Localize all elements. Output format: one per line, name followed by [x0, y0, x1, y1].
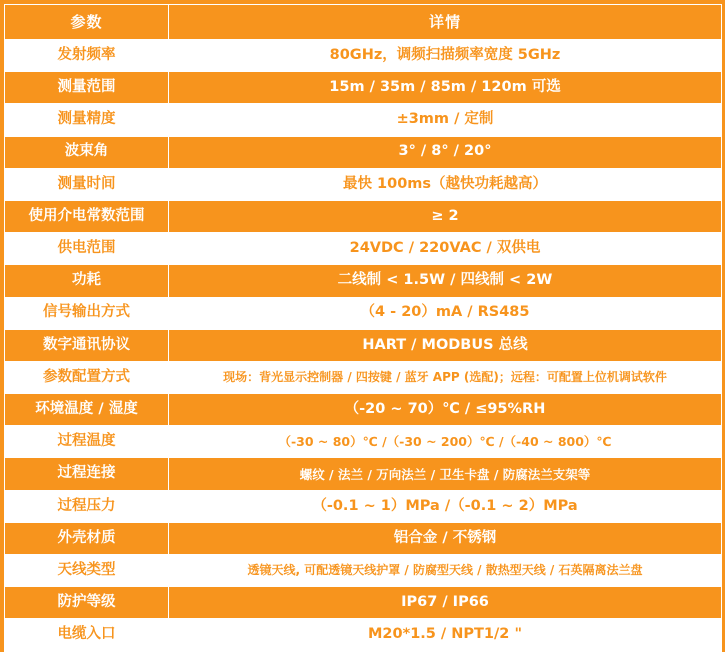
row-detail: 最快 100ms（越快功耗越高）: [169, 168, 722, 200]
row-detail: 24VDC / 220VAC / 双供电: [169, 233, 722, 265]
table-header-row: [5, 5, 722, 40]
row-param: 参数配置方式: [5, 361, 169, 393]
row-param: 使用介电常数范围: [5, 200, 169, 232]
row-detail: 铝合金 / 不锈钢: [169, 522, 722, 554]
table-row: [5, 555, 722, 587]
table-row: [5, 168, 722, 200]
table-row: [5, 297, 722, 329]
row-detail: M20*1.5 / NPT1/2 ": [169, 619, 722, 651]
row-detail: HART / MODBUS 总线: [169, 329, 722, 361]
row-param: 发射频率: [5, 40, 169, 72]
row-detail: 透镜天线, 可配透镜天线护罩 / 防腐型天线 / 散热型天线 / 石英隔离法兰盘: [169, 555, 722, 587]
row-detail: （-0.1 ~ 1）MPa /（-0.1 ~ 2）MPa: [169, 490, 722, 522]
row-detail: 80GHz，调频扫描频率宽度 5GHz: [169, 40, 722, 72]
table-row: [5, 426, 722, 458]
table-row: [5, 619, 722, 651]
row-detail: ≥ 2: [169, 200, 722, 232]
row-param: 供电范围: [5, 233, 169, 265]
table-row: [5, 490, 722, 522]
row-param: 过程压力: [5, 490, 169, 522]
row-param: 电缆入口: [5, 619, 169, 651]
row-param: 过程连接: [5, 458, 169, 490]
table-row: [5, 522, 722, 554]
row-detail: 二线制 < 1.5W / 四线制 < 2W: [169, 265, 722, 297]
row-detail: （-30 ~ 80）℃ /（-30 ~ 200）℃ /（-40 ~ 800）℃: [169, 426, 722, 458]
table-row: [5, 329, 722, 361]
table-row: [5, 265, 722, 297]
row-param: 外壳材质: [5, 522, 169, 554]
table-row: [5, 40, 722, 72]
row-param: 信号输出方式: [5, 297, 169, 329]
header-cell-param: 参数: [5, 5, 169, 40]
row-param: 测量时间: [5, 168, 169, 200]
table-row: [5, 233, 722, 265]
row-param: 测量范围: [5, 72, 169, 104]
table-row: [5, 361, 722, 393]
row-detail: ±3mm / 定制: [169, 104, 722, 136]
row-param: 波束角: [5, 136, 169, 168]
table-row: [5, 136, 722, 168]
table-row: [5, 200, 722, 232]
row-detail: 螺纹 / 法兰 / 万向法兰 / 卫生卡盘 / 防腐法兰支架等: [169, 458, 722, 490]
row-detail: 现场：背光显示控制器 / 四按键 / 蓝牙 APP (选配)；远程：可配置上位机调试软件: [169, 361, 722, 393]
row-param: 天线类型: [5, 555, 169, 587]
row-detail: 3° / 8° / 20°: [169, 136, 722, 168]
table-row: [5, 587, 722, 619]
table-row: [5, 458, 722, 490]
row-param: 防护等级: [5, 587, 169, 619]
header-cell-detail: 详情: [169, 5, 722, 40]
row-param: 环境温度 / 湿度: [5, 394, 169, 426]
table-body: [5, 40, 722, 652]
table-row: [5, 394, 722, 426]
row-detail: （4 - 20）mA / RS485: [169, 297, 722, 329]
row-param: 测量精度: [5, 104, 169, 136]
row-param: 功耗: [5, 265, 169, 297]
row-detail: 15m / 35m / 85m / 120m 可选: [169, 72, 722, 104]
table-row: [5, 104, 722, 136]
row-detail: IP67 / IP66: [169, 587, 722, 619]
specification-table: [4, 4, 722, 652]
row-detail: （-20 ~ 70）℃ / ≤95%RH: [169, 394, 722, 426]
row-param: 过程温度: [5, 426, 169, 458]
table-header: [5, 5, 722, 40]
row-param: 数字通讯协议: [5, 329, 169, 361]
table-row: [5, 72, 722, 104]
